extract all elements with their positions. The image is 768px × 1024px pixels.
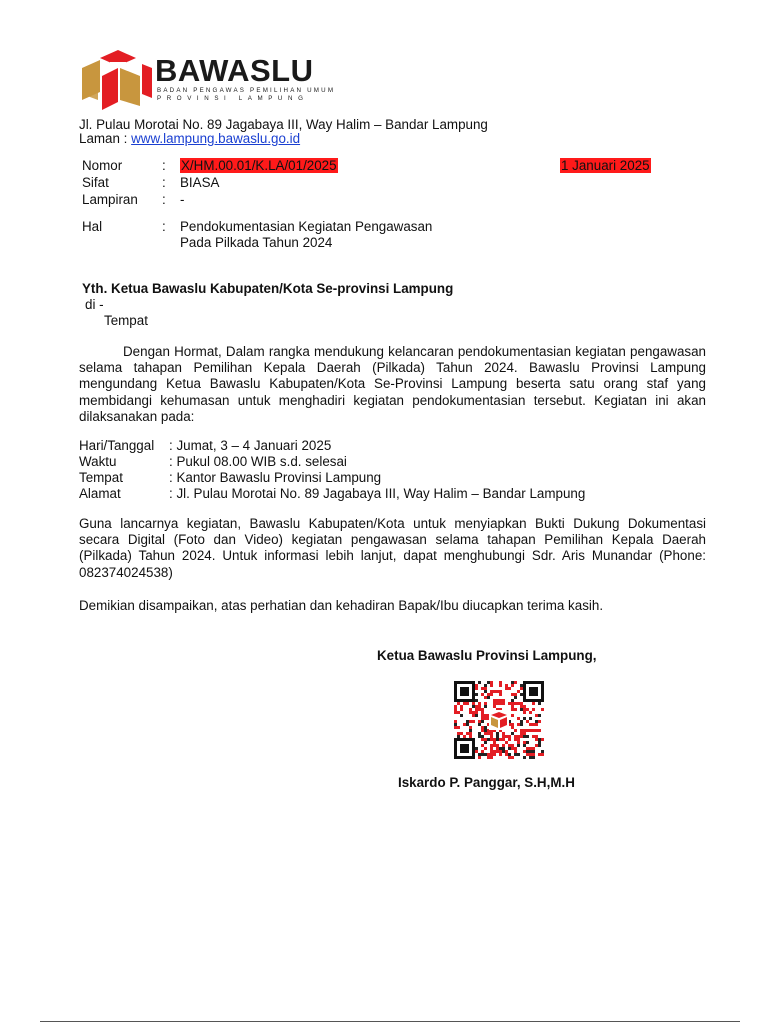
- brand-subtitle-line2: PROVINSI LAMPUNG: [157, 94, 309, 102]
- body-paragraph-2: Guna lancarnya kegiatan, Bawaslu Kabupaten/Kota untuk menyiapkan Bukti Dukung Dokumentasi secara Digital (Foto dan Video) kegiatan pengawasan selama tahapan Pemilihan Kepala Daerah (Pilkada) Tahun 2024. Untuk informasi lebih lanjut, dapat menghubungi Sdr. Aris Munandar (Phone: 082374024538): [79, 516, 706, 580]
- schedule-value: : Jl. Pulau Morotai No. 89 Jagabaya III, Way Halim – Bandar Lampung: [169, 486, 586, 501]
- signature-qr-code: [454, 681, 544, 759]
- nomor-label: Nomor: [82, 158, 123, 173]
- nomor-highlight: X/HM.00.01/K.LA/01/2025: [181, 158, 337, 173]
- website-label: Laman :: [79, 131, 132, 146]
- yth-label: Yth.: [82, 281, 108, 296]
- schedule-value: : Pukul 08.00 WIB s.d. selesai: [169, 454, 347, 469]
- recipient: [82, 281, 453, 296]
- schedule-key: Hari/Tanggal: [79, 438, 155, 453]
- recipient-di: di -: [85, 297, 104, 312]
- hal-value-line1: Pendokumentasian Kegiatan Pengawasan: [180, 219, 433, 234]
- body-paragraph-1: Dengan Hormat, Dalam rangka mendukung kelancaran pendokumentasian kegiatan pengawasan selama tahapan Pemilihan Kepala Daerah (Pilkada) Tahun 2024. Bawaslu Provinsi Lampung mengundang Ketua Bawaslu Kabupaten/Kota Se-Provinsi Lampung beserta satu orang staf yang membidangi kehumasan untuk menghadiri kegiatan pendokumentasian tersebut. Kegiatan ini akan dilaksanakan pada:: [79, 344, 706, 424]
- footer-divider: [40, 1021, 740, 1022]
- lampiran-value: -: [180, 192, 185, 207]
- brand-subtitle-line1: BADAN PENGAWAS PEMILIHAN UMUM: [157, 87, 336, 94]
- recipient-tempat: Tempat: [104, 313, 148, 328]
- letter-date: [560, 158, 651, 173]
- schedule-value: : Kantor Bawaslu Provinsi Lampung: [169, 470, 382, 485]
- sifat-label: Sifat: [82, 175, 109, 190]
- colon: :: [162, 158, 166, 173]
- schedule-key: Alamat: [79, 486, 121, 501]
- colon: :: [162, 192, 166, 207]
- colon: :: [162, 175, 166, 190]
- hal-label: Hal: [82, 219, 103, 234]
- sifat-value: BIASA: [180, 175, 220, 190]
- address-line: Jl. Pulau Morotai No. 89 Jagabaya III, Way Halim – Bandar Lampung: [79, 117, 488, 132]
- schedule-key: Tempat: [79, 470, 123, 485]
- schedule-value: : Jumat, 3 – 4 Januari 2025: [169, 438, 332, 453]
- website-link[interactable]: www.lampung.bawaslu.go.id: [131, 131, 301, 146]
- lampiran-label: Lampiran: [82, 192, 138, 207]
- hal-value-line2: Pada Pilkada Tahun 2024: [180, 235, 333, 250]
- date-highlight: 1 Januari 2025: [561, 158, 650, 173]
- signer-name: Iskardo P. Panggar, S.H,M.H: [398, 775, 575, 790]
- brand-name: BAWASLU: [155, 53, 314, 88]
- brand-subtitle: [157, 87, 335, 102]
- signature-title: Ketua Bawaslu Provinsi Lampung,: [377, 648, 597, 663]
- body-paragraph-3: Demikian disampaikan, atas perhatian dan kehadiran Bapak/Ibu diucapkan terima kasih.: [79, 598, 604, 613]
- letterhead-address: [79, 118, 488, 146]
- schedule-key: Waktu: [79, 454, 117, 469]
- colon: :: [162, 219, 166, 234]
- website-line: [79, 132, 488, 146]
- recipient-name: Ketua Bawaslu Kabupaten/Kota Se-provinsi Lampung: [107, 281, 454, 296]
- nomor-value: [180, 158, 338, 173]
